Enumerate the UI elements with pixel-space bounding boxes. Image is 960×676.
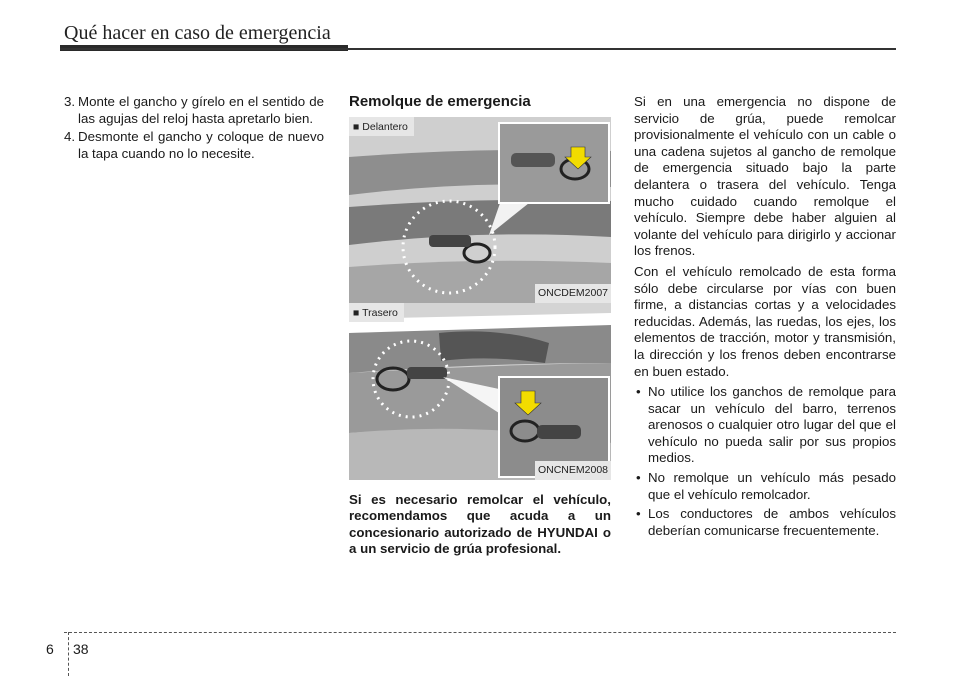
right-column [634, 94, 896, 542]
page-header-title: Qué hacer en caso de emergencia [64, 22, 331, 44]
rear-bumper-illustration [349, 303, 611, 480]
paragraph: Si en una emergencia no dispone de servicio de grúa, puede remolcar provisionalmente el vehículo con un cable o una cadena sujetos al gancho de remolque de emergencia situado bajo la parte delantera o trasera del vehículo. Tenga mucho cuidado cuando remolque el vehículo. Siempre debe haber alguien al volante del vehículo para dirigirlo y accionar los frenos. [634, 94, 896, 259]
footer-rule [64, 632, 896, 633]
chapter-number: 6 [46, 641, 54, 657]
rear-tow-hook-figure [349, 303, 611, 480]
bullet-icon: • [636, 384, 641, 400]
middle-column [349, 94, 611, 558]
bullet-icon: • [636, 506, 641, 522]
list-item [64, 129, 324, 162]
paragraph: Con el vehículo remolcado de esta forma sólo debe circularse por vías con buen firme, a distancias cortas y a velocidades reducidas. Además, las ruedas, los ejes, los elementos de tracción, motor y transmisión, la dirección y los frenos deben encontrarse en buen estado. [634, 263, 896, 379]
section-title: Remolque de emergencia [349, 93, 531, 110]
step-text: Monte el gancho y gírelo en el sentido de las agujas del reloj hasta apretarlo bien. [78, 94, 324, 126]
front-bumper-illustration [349, 117, 611, 303]
list-item: • No remolque un vehículo más pesado que el vehículo remolcador. [636, 470, 896, 502]
figure-label-front: ■ Delantero [349, 117, 414, 137]
header-rule [60, 48, 896, 50]
left-column [64, 94, 324, 164]
figure-code-front: ONCDEM2007 [535, 284, 611, 303]
steps-list [64, 94, 324, 162]
warnings-list [634, 384, 896, 539]
list-item [64, 94, 324, 127]
bullet-icon: • [636, 470, 641, 486]
step-number: 3. [64, 94, 76, 109]
front-tow-hook-figure [349, 117, 611, 303]
page-number: 38 [73, 641, 89, 657]
towing-note: Si es necesario remolcar el vehículo, recomendamos que acuda a un concesionario autorizado de HYUNDAI o a un servicio de grúa profesional. [349, 491, 611, 557]
figure-label-rear: ■ Trasero [349, 303, 404, 323]
footer-divider [68, 632, 69, 676]
step-number: 4. [64, 129, 76, 145]
figure-code-rear: ONCNEM2008 [535, 461, 611, 480]
list-item: • No utilice los ganchos de remolque para sacar un vehículo del barro, terrenos arenosos o cualquier otro lugar del que el vehículo no pueda salir por sus propios medios. [636, 384, 896, 466]
list-item: • Los conductores de ambos vehículos deberían comunicarse frecuentemente. [636, 506, 896, 538]
step-text: Desmonte el gancho y coloque de nuevo la tapa cuando no lo necesite. [78, 129, 324, 161]
